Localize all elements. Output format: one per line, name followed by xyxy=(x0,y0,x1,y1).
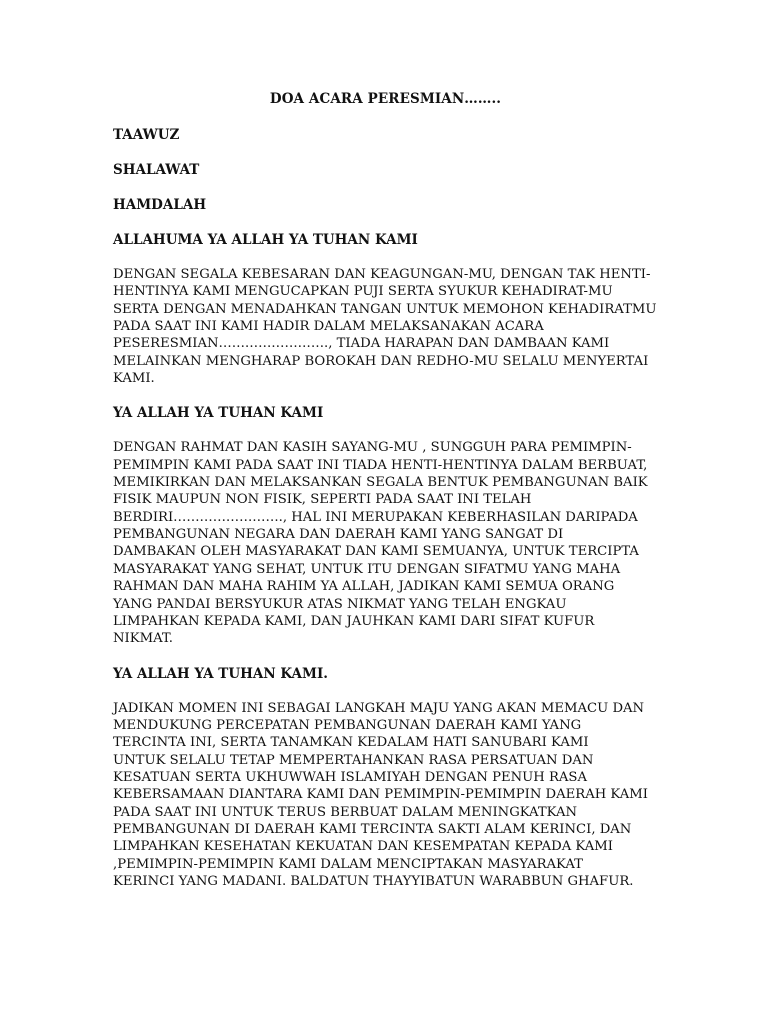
paragraph-line: PEMBANGUNAN NEGARA DAN DAERAH KAMI YANG SANGAT DI xyxy=(113,527,564,543)
paragraph-line: UNTUK SELALU TETAP MEMPERTAHANKAN RASA PERSATUAN DAN xyxy=(113,752,594,768)
paragraph-line: PADA SAAT INI UNTUK TERUS BERBUAT DALAM MENINGKATKAN xyxy=(113,804,578,820)
paragraph-line: MENDUKUNG PERCEPATAN PEMBANGUNAN DAERAH KAMI YANG xyxy=(113,717,582,733)
paragraph-kebesaran xyxy=(113,266,658,387)
heading-hamdalah: HAMDALAH xyxy=(113,197,207,213)
paragraph-line: PEMIMPIN KAMI PADA SAAT INI TIADA HENTI-HENTINYA DALAM BERBUAT, xyxy=(113,457,648,473)
paragraph-line: KAMI. xyxy=(113,371,155,387)
document-title: DOA ACARA PERESMIAN…….. xyxy=(269,91,502,107)
heading-allahuma: ALLAHUMA YA ALLAH YA TUHAN KAMI xyxy=(113,232,418,248)
paragraph-line: PADA SAAT INI KAMI HADIR DALAM MELAKSANAKAN ACARA xyxy=(113,319,544,335)
paragraph-line: JADIKAN MOMEN INI SEBAGAI LANGKAH MAJU YANG AKAN MEMACU DAN xyxy=(113,700,645,716)
paragraph-line: SERTA DENGAN MENADAHKAN TANGAN UNTUK MEMOHON KEHADIRATMU xyxy=(113,301,657,317)
paragraph-line: FISIK MAUPUN NON FISIK, SEPERTI PADA SAAT INI TELAH xyxy=(113,492,532,508)
paragraph-line: LIMPAHKAN KEPADA KAMI, DAN JAUHKAN KAMI DARI SIFAT KUFUR xyxy=(113,613,595,629)
paragraph-line: DAMBAKAN OLEH MASYARAKAT DAN KAMI SEMUANYA, UNTUK TERCIPTA xyxy=(113,544,639,560)
paragraph-line: TERCINTA INI, SERTA TANAMKAN KEDALAM HATI SANUBARI KAMI xyxy=(113,735,589,751)
paragraph-line: DENGAN SEGALA KEBESARAN DAN KEAGUNGAN-MU, DENGAN TAK HENTI- xyxy=(113,267,651,282)
paragraph-line: ,PEMIMPIN-PEMIMPIN KAMI DALAM MENCIPTAKAN MASYARAKAT xyxy=(113,856,583,872)
paragraph-line: KERINCI YANG MADANI. BALDATUN THAYYIBATUN WARABBUN GHAFUR. xyxy=(113,873,634,889)
paragraph-line: YANG PANDAI BERSYUKUR ATAS NIKMAT YANG TELAH ENGKAU xyxy=(113,596,567,612)
paragraph-line: KESATUAN SERTA UKHUWWAH ISLAMIYAH DENGAN PENUH RASA xyxy=(113,769,587,785)
paragraph-line: HENTINYA KAMI MENGUCAPKAN PUJI SERTA SYUKUR KEHADIRAT-MU xyxy=(113,284,613,300)
paragraph-line: NIKMAT. xyxy=(113,631,173,647)
heading-ya-allah-2: YA ALLAH YA TUHAN KAMI. xyxy=(113,665,328,682)
paragraph-line: LIMPAHKAN KESEHATAN KEKUATAN DAN KESEMPATAN KEPADA KAMI xyxy=(113,839,613,855)
paragraph-line: MEMIKIRKAN DAN MELAKSANKAN SEGALA BENTUK PEMBANGUNAN BAIK xyxy=(113,475,648,491)
paragraph-line: DENGAN RAHMAT DAN KASIH SAYANG-MU , SUNGGUH PARA PEMIMPIN- xyxy=(113,440,632,456)
heading-ya-allah-1: YA ALLAH YA TUHAN KAMI xyxy=(113,405,324,422)
paragraph-line: PESERESMIAN……………………., TIADA HARAPAN DAN DAMBAAN KAMI xyxy=(113,336,610,352)
paragraph-line: MASYARAKAT YANG SEHAT, UNTUK ITU DENGAN SIFATMU YANG MAHA xyxy=(113,561,621,577)
document-page xyxy=(113,90,658,907)
heading-taawuz: TAAWUZ xyxy=(113,127,180,143)
paragraph-line: RAHMAN DAN MAHA RAHIM YA ALLAH, JADIKAN KAMI SEMUA ORANG xyxy=(113,579,615,595)
heading-shalawat: SHALAWAT xyxy=(113,162,200,178)
paragraph-rahmat xyxy=(113,439,658,647)
paragraph-line: PEMBANGUNAN DI DAERAH KAMI TERCINTA SAKTI ALAM KERINCI, DAN xyxy=(113,821,632,837)
paragraph-line: MELAINKAN MENGHARAP BOROKAH DAN REDHO-MU SELALU MENYERTAI xyxy=(113,353,649,369)
paragraph-jadikan xyxy=(113,700,658,891)
paragraph-line: BERDIRI……………………., HAL INI MERUPAKAN KEBERHASILAN DARIPADA xyxy=(113,509,638,525)
paragraph-line: KEBERSAMAAN DIANTARA KAMI DAN PEMIMPIN-PEMIMPIN DAERAH KAMI xyxy=(113,787,648,803)
